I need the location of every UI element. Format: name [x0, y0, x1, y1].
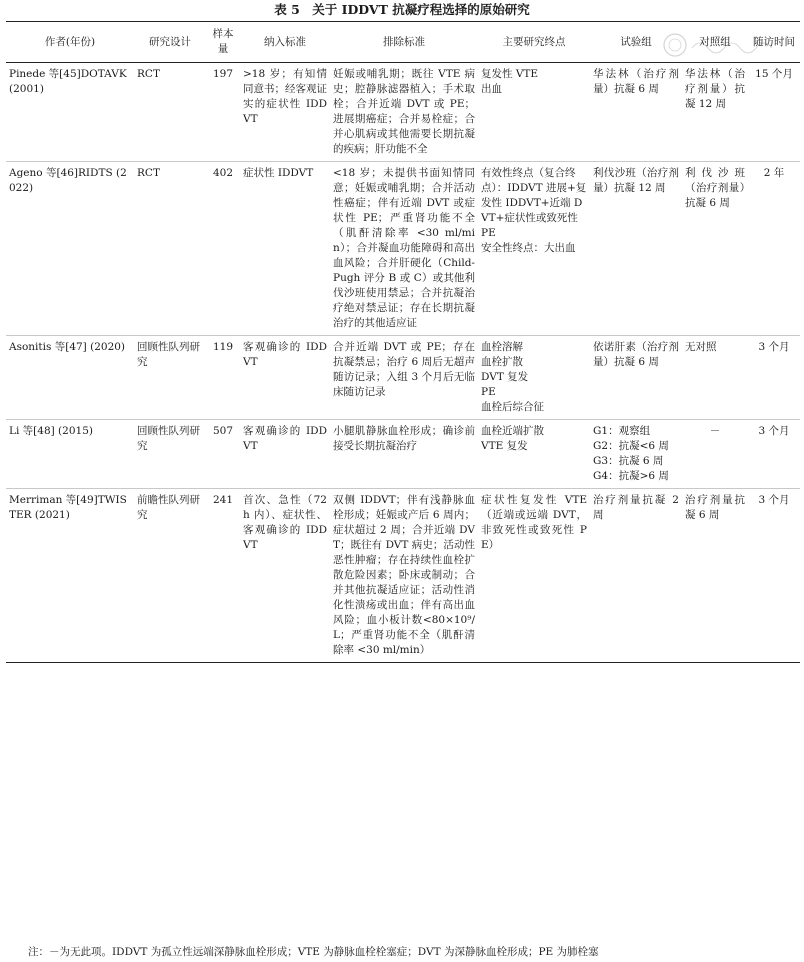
cell-control: －: [709, 425, 721, 437]
cell-author: Merriman 等[49]TWISTER (2021): [9, 494, 127, 521]
table-row: [6, 420, 800, 489]
header-endpoint: 主要研究终点: [478, 22, 590, 63]
study-table-container: [6, 21, 800, 663]
cell-author: Li 等[48] (2015): [9, 425, 93, 437]
cell-control: 治疗剂量抗凝 6 周: [685, 494, 745, 521]
header-sample: 样本量: [206, 22, 240, 63]
cell-trial: 华法林（治疗剂量）抗凝 6 周: [593, 68, 679, 95]
cell-trial: 依诺肝素（治疗剂量）抗凝 6 周: [593, 341, 679, 368]
cell-inclusion: 客观确诊的 IDDVT: [243, 341, 327, 368]
cell-sample: 507: [212, 425, 234, 437]
cell-sample: 197: [212, 68, 234, 80]
cell-exclusion: 双侧 IDDVT；伴有浅静脉血栓形成；妊娠或产后 6 周内；症状超过 2 周；合并近端 DVT；既往有 DVT 病史；活动性恶性肿瘤；存在持续性血栓扩散危险因素；卧床或制动；合并其他抗凝适应证；活动性消化性溃疡或出血；伴有高出血风险；血小板计数<80×10⁹/L；严重肾功能不全（肌酐清除率 <30 ml/min）: [333, 494, 475, 656]
cell-control: 华法林（治疗剂量）抗凝 12 周: [685, 68, 745, 110]
cell-followup: 15 个月: [755, 68, 793, 80]
header-exclusion: 排除标准: [330, 22, 478, 63]
header-row: [6, 22, 800, 63]
cell-design: 前瞻性队列研究: [137, 494, 200, 521]
cell-inclusion: >18 岁；有知情同意书；经客观证实的症状性 IDDVT: [243, 68, 327, 125]
cell-inclusion: 首次、急性（72 h 内）、症状性、客观确诊的 IDDVT: [243, 494, 327, 551]
cell-design: RCT: [137, 167, 160, 179]
cell-inclusion: 症状性 IDDVT: [243, 167, 314, 179]
cell-exclusion: 妊娠或哺乳期；既往 VTE 病史；腔静脉滤器植入；手术取栓；合并近端 DVT 或 PE；进展期癌症；合并易栓症；合并心肌病或其他需要长期抗凝的疾病；肝功能不全: [333, 68, 475, 155]
cell-exclusion: 小腿肌静脉血栓形成；确诊前接受长期抗凝治疗: [333, 425, 475, 452]
header-inclusion: 纳入标准: [240, 22, 330, 63]
header-author: 作者(年份): [6, 22, 134, 63]
cell-control: 无对照: [685, 341, 717, 353]
cell-exclusion: <18 岁；未提供书面知情同意；妊娠或哺乳期；合并活动性癌症；伴有近端 DVT 或症状性 PE；严重肾功能不全（肌酐清除率 <30 ml/min）；合并凝血功能障碍和高出血风险；合并肝硬化（Child-Pugh 评分 B 或 C）或其他利伐沙班使用禁忌；合并抗凝治疗绝对禁忌证；存在长期抗凝治疗的其他适应证: [333, 167, 475, 329]
cell-design: 回顾性队列研究: [137, 425, 200, 452]
cell-design: 回顾性队列研究: [137, 341, 200, 368]
table-row: [6, 162, 800, 336]
cell-endpoint: 血栓溶解 血栓扩散 DVT 复发 PE 血栓后综合征: [481, 341, 544, 413]
cell-endpoint: 血栓近端扩散 VTE 复发: [481, 425, 544, 452]
table-row: [6, 336, 800, 420]
table-row: [6, 489, 800, 663]
study-table: [6, 22, 800, 663]
cell-sample: 119: [212, 341, 234, 353]
header-design: 研究设计: [134, 22, 206, 63]
cell-control: 利伐沙班（治疗剂量）抗凝 6 周: [685, 167, 745, 209]
cell-design: RCT: [137, 68, 160, 80]
header-control: 对照组: [682, 22, 748, 63]
header-followup: 随访时间: [748, 22, 800, 63]
table-row: [6, 63, 800, 162]
cell-author: Pinede 等[45]DOTAVK (2001): [9, 68, 127, 95]
cell-author: Asonitis 等[47] (2020): [9, 341, 126, 353]
cell-trial: 治疗剂量抗凝 2 周: [593, 494, 679, 521]
cell-endpoint: 症状性复发性 VTE（近端或远端 DVT，非致死性或致死性 PE）: [481, 494, 587, 551]
cell-endpoint: 有效性终点（复合终点）：IDDVT 进展+复发性 IDDVT+近端 DVT+症状性或致死性 PE 安全性终点：大出血: [481, 167, 587, 254]
cell-followup: 2 年: [763, 167, 785, 179]
cell-trial: G1：观察组 G2：抗凝<6 周 G3：抗凝 6 周 G4：抗凝>6 周: [593, 425, 669, 482]
cell-sample: 402: [212, 167, 234, 179]
cell-followup: 3 个月: [758, 425, 790, 437]
cell-exclusion: 合并近端 DVT 或 PE；存在抗凝禁忌；治疗 6 周后无超声随访记录；入组 3 个月后无临床随访记录: [333, 341, 475, 398]
cell-author: Ageno 等[46]RIDTS (2022): [9, 167, 127, 194]
table-title: 表 5 关于 IDDVT 抗凝疗程选择的原始研究: [274, 2, 530, 17]
cell-followup: 3 个月: [758, 341, 790, 353]
cell-endpoint: 复发性 VTE 出血: [481, 68, 539, 95]
header-trial: 试验组: [590, 22, 682, 63]
cell-followup: 3 个月: [758, 494, 790, 506]
cell-trial: 利伐沙班（治疗剂量）抗凝 12 周: [593, 167, 679, 194]
table-footnote: 注：－为无此项。IDDVT 为孤立性远端深静脉血栓形成；VTE 为静脉血栓栓塞症；DVT 为深静脉血栓形成；PE 为肺栓塞: [28, 946, 599, 958]
cell-sample: 241: [212, 494, 234, 506]
cell-inclusion: 客观确诊的 IDDVT: [243, 425, 327, 452]
